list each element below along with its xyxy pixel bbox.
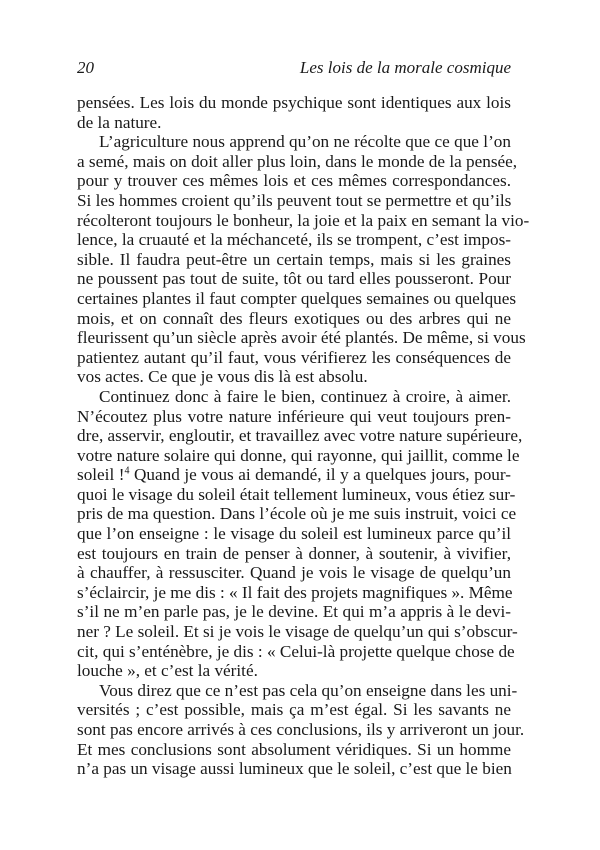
paragraph — [77, 386, 523, 681]
text-line: Vous direz que ce n’est pas cela qu’on enseigne dans les uni- — [99, 680, 518, 700]
text-line: pour y trouver ces mêmes lois et ces mêmes correspondances. — [77, 171, 511, 191]
text-line: patientez autant qu’il faut, vous vérifierez les conséquences de — [77, 347, 511, 367]
text-line: vos actes. Ce que je vous dis là est absolu. — [77, 367, 368, 387]
text-line: s’éclaircir, je me dis : « Il fait des projets magnifiques ». Même — [77, 582, 513, 602]
text-line: mois, et on connaît des fleurs exotiques ou des arbres qui ne — [77, 308, 511, 328]
text-line: n’a pas un visage aussi lumineux que le soleil, c’est que le bien — [77, 759, 512, 779]
text-line: votre nature solaire qui donne, qui rayonne, qui jaillit, comme le — [77, 445, 520, 465]
running-title: Les lois de la morale cosmique — [299, 58, 511, 77]
text-line: cit, qui s’enténèbre, je dis : « Celui-là projette quelque chose de — [77, 641, 515, 661]
footnote-marker[interactable]: 4 — [124, 465, 130, 477]
text-line: est toujours en train de penser à donner, à soutenir, à vivifier, — [77, 543, 511, 563]
paragraph — [77, 680, 525, 779]
text-line: que l’on enseigne : le visage du soleil est lumineux parce qu’il — [77, 524, 511, 544]
text-line: quoi le visage du soleil était tellement lumineux, vous étiez sur- — [77, 484, 516, 504]
text-line: N’écoutez plus votre nature inférieure qui veut toujours pren- — [77, 406, 511, 426]
text-line: fleurissent qu’un siècle après avoir été plantés. De même, si vous — [77, 328, 526, 348]
text-line: à chauffer, à ressusciter. Quand je vois le visage de quelqu’un — [77, 563, 511, 583]
text-line: lence, la cruauté et la méchanceté, ils se trompent, c’est impos- — [77, 230, 511, 250]
text-line: L’agriculture nous apprend qu’on ne récolte que ce que l’on — [99, 132, 511, 152]
text-line: ner ? Le soleil. Et si je vois le visage de quelqu’un qui s’obscur- — [77, 622, 518, 642]
paragraph — [77, 132, 530, 387]
text-line: pris de ma question. Dans l’école où je me suis instruit, voici ce — [77, 504, 517, 524]
text-line: ne poussent pas tout de suite, tôt ou tard elles pousseront. Pour — [77, 269, 511, 289]
text-line: soleil !$^4$ Quand je vous ai demandé, il y a quelques jours, pour- — [77, 465, 511, 485]
body-text — [77, 93, 530, 779]
text-line: s’il ne m’en parle pas, je le devine. Et qui m’a appris à le devi- — [77, 602, 511, 622]
text-line: dre, asservir, engloutir, et travaillez avec votre nature supérieure, — [77, 426, 523, 446]
book-page — [77, 57, 530, 779]
text-line: certaines plantes il faut compter quelques semaines ou quelques — [77, 288, 517, 308]
text-line: Continuez donc à faire le bien, continuez à croire, à aimer. — [99, 386, 511, 406]
text-line: a semé, mais on doit aller plus loin, dans le monde de la pensée, — [77, 151, 518, 171]
text-line: Et mes conclusions sont absolument véridiques. Si un homme — [77, 739, 511, 759]
text-line: pensées. Les lois du monde psychique sont identiques aux lois — [77, 93, 511, 112]
text-line: sont pas encore arrivés à ces conclusions, ils y arriveront un jour. — [77, 720, 525, 739]
text-line: récolteront toujours le bonheur, la joie et la paix en semant la vio- — [77, 210, 530, 230]
text-line: versités ; c’est possible, mais ça m’est égal. Si les savants ne — [77, 700, 511, 720]
page-number: 20 — [77, 58, 94, 77]
text-line: de la nature. — [77, 112, 162, 132]
text-line: louche », et c’est la vérité. — [77, 661, 258, 681]
paragraph — [77, 93, 511, 132]
running-header — [77, 57, 511, 79]
text-line: Si les hommes croient qu’ils peuvent tout se permettre et qu’ils — [77, 190, 512, 210]
text-line: sible. Il faudra peut-être un certain temps, mais si les graines — [77, 249, 511, 269]
